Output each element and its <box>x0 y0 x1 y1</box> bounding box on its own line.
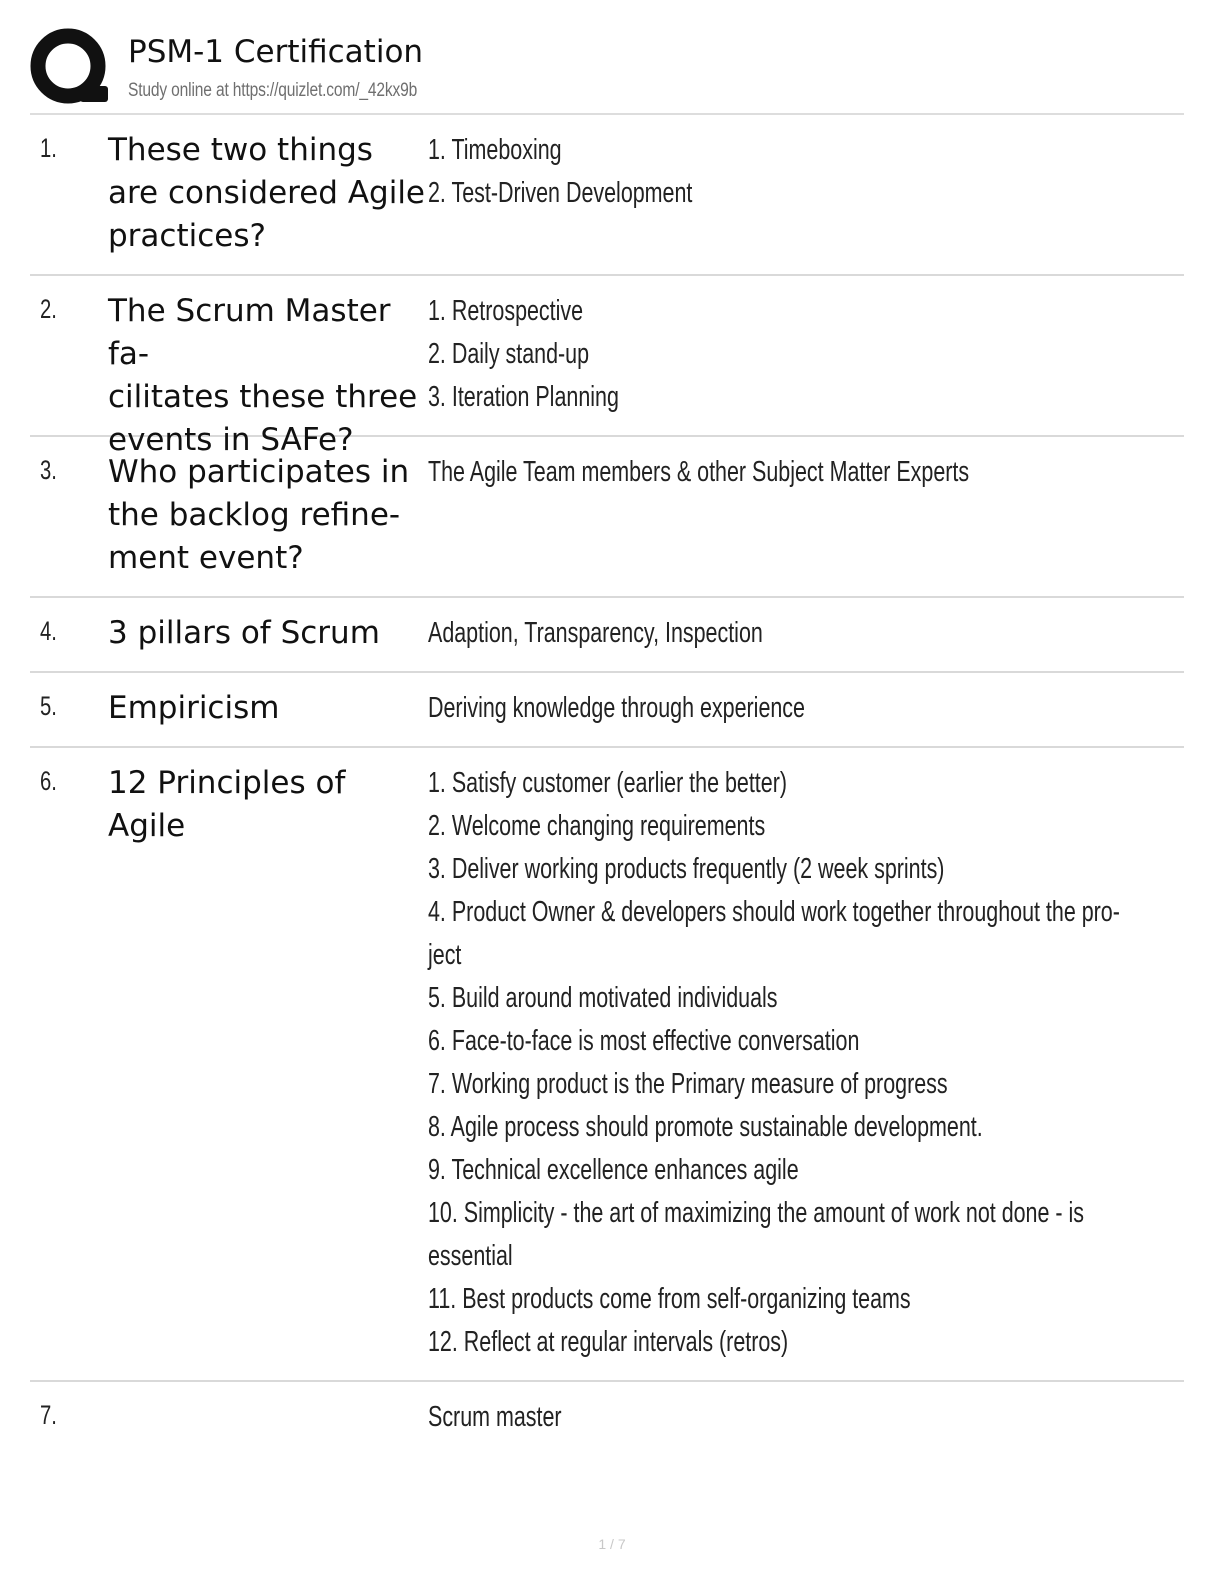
definition-line: 3. Iteration Planning <box>428 381 619 413</box>
definition-line: Deriving knowledge through experience <box>428 692 805 724</box>
flashcard-list <box>30 115 1184 1457</box>
header <box>30 28 1184 114</box>
flashcard-row <box>30 276 1184 458</box>
card-definition <box>428 687 1198 730</box>
flashcard-row <box>30 1382 1184 1457</box>
definition-line: 1. Retrospective <box>428 295 584 327</box>
definition-line: 7. Working product is the Primary measure of progress <box>428 1068 948 1100</box>
card-definition <box>428 612 1198 655</box>
definition-line: 2. Welcome changing requirements <box>428 810 766 842</box>
definition-line: The Agile Team members & other Subject Matter Experts <box>428 456 970 488</box>
term-line: the backlog refine- <box>108 497 401 533</box>
card-term <box>108 451 430 580</box>
card-number: 1. <box>40 133 57 163</box>
term-line: ment event? <box>108 540 304 576</box>
definition-line: 9. Technical excellence enhances agile <box>428 1154 799 1186</box>
card-number: 4. <box>40 616 57 646</box>
definition-line: 12. Reflect at regular intervals (retros) <box>428 1326 789 1358</box>
card-number: 5. <box>40 691 57 721</box>
definition-line: 8. Agile process should promote sustainable development. <box>428 1111 983 1143</box>
card-term <box>108 612 430 655</box>
term-line: The Scrum Master fa- <box>108 293 391 372</box>
definition-line: 2. Daily stand-up <box>428 338 590 370</box>
definition-line: ject <box>428 939 462 971</box>
page-title: PSM-1 Certification <box>128 34 424 70</box>
definition-line: 5. Build around motivated individuals <box>428 982 778 1014</box>
term-line: These two things <box>108 132 373 168</box>
card-number: 2. <box>40 294 57 324</box>
definition-line: 10. Simplicity - the art of maximizing the amount of work not done - is <box>428 1197 1084 1229</box>
definition-line: 1. Satisfy customer (earlier the better) <box>428 767 788 799</box>
term-line: Who participates in <box>108 454 410 490</box>
study-link[interactable]: Study online at https://quizlet.com/_42kx9b <box>128 80 418 101</box>
term-line: 3 pillars of Scrum <box>108 615 380 651</box>
definition-line: Scrum master <box>428 1401 562 1433</box>
card-number: 7. <box>40 1400 57 1430</box>
flashcard-row <box>30 115 1184 276</box>
definition-line: 6. Face-to-face is most effective conversation <box>428 1025 860 1057</box>
term-line: are considered Agile <box>108 175 426 211</box>
card-term <box>108 687 430 730</box>
card-term <box>108 129 430 258</box>
definition-line: 1. Timeboxing <box>428 134 562 166</box>
card-definition <box>428 290 1198 419</box>
card-definition <box>428 451 1198 494</box>
term-line: practices? <box>108 218 266 254</box>
quizlet-logo-icon <box>30 28 110 108</box>
definition-line: 3. Deliver working products frequently (2 week sprints) <box>428 853 945 885</box>
card-number: 6. <box>40 766 57 796</box>
flashcard-row <box>30 673 1184 748</box>
card-definition <box>428 1396 1198 1439</box>
definition-line: 2. Test-Driven Development <box>428 177 693 209</box>
flashcard-row <box>30 598 1184 673</box>
card-definition <box>428 129 1198 215</box>
flashcard-row <box>30 437 1184 598</box>
term-line: Empiricism <box>108 690 280 726</box>
card-number: 3. <box>40 455 57 485</box>
definition-line: Adaption, Transparency, Inspection <box>428 617 763 649</box>
flashcard-row <box>30 748 1184 1382</box>
card-definition <box>428 762 1198 1364</box>
definition-line: 4. Product Owner & developers should work together throughout the pro- <box>428 896 1120 928</box>
page-number: 1 / 7 <box>598 1536 626 1552</box>
term-line: 12 Principles of Agile <box>108 765 346 844</box>
card-term <box>108 762 430 848</box>
term-line: cilitates these three <box>108 379 418 415</box>
definition-line: essential <box>428 1240 513 1272</box>
term-line: events in SAFe? <box>108 422 354 458</box>
definition-line: 11. Best products come from self-organizing teams <box>428 1283 911 1315</box>
